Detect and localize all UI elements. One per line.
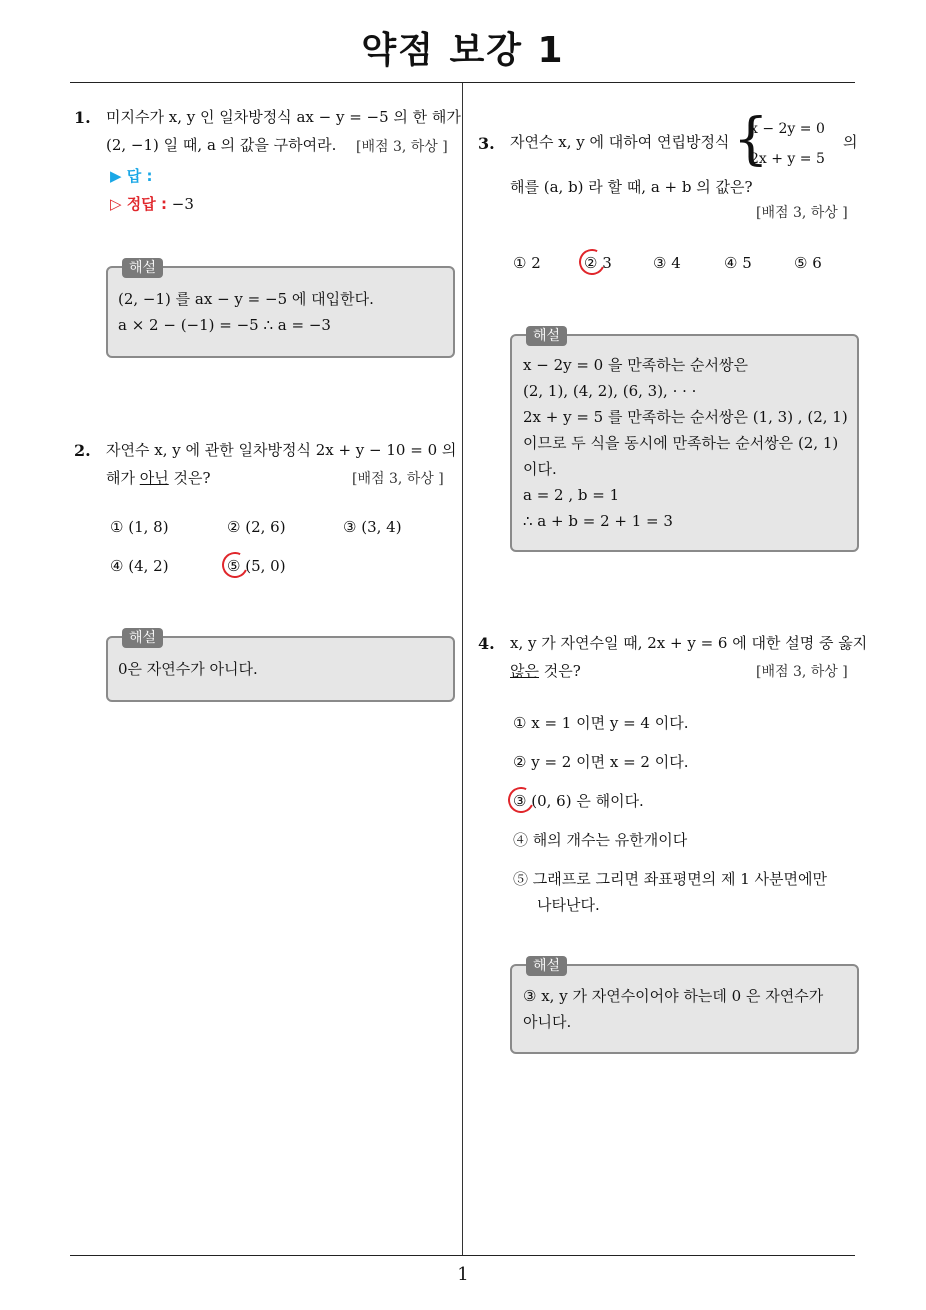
question-text-line1-end: 의	[843, 133, 858, 151]
option-2[interactable]: ② y = 2 이면 x = 2 이다.	[513, 753, 689, 771]
explanation-text	[523, 352, 848, 534]
explanation-line: 이다.	[523, 460, 557, 478]
option-2-text: 3	[602, 254, 612, 272]
question-text-line1: 자연수 x, y 에 관한 일차방정식 2x + y − 10 = 0 의	[106, 441, 457, 459]
explanation-line: ③ x, y 가 자연수이어야 하는데 0 은 자연수가	[523, 987, 824, 1005]
question-text-line2	[510, 657, 581, 685]
question-text-line2	[106, 464, 211, 492]
column-divider	[462, 83, 463, 1255]
explanation-line: a = 2 , b = 1	[523, 486, 620, 504]
explanation-label: 해설	[526, 326, 567, 346]
score-label: [배점 3, 하상 ]	[756, 664, 848, 680]
underlined-word: 않은	[510, 662, 539, 680]
score-label: [배점 3, 하상 ]	[352, 471, 444, 487]
page-title: 약점 보강 1	[361, 30, 565, 71]
explanation-line: a × 2 − (−1) = −5 ∴ a = −3	[118, 316, 331, 334]
option-1[interactable]: ① (1, 8)	[110, 518, 169, 536]
explanation-line: ∴ a + b = 2 + 1 = 3	[523, 512, 673, 530]
selected-answer-mark: ②	[584, 254, 598, 272]
question-text-line1: x, y 가 자연수일 때, 2x + y = 6 에 대한 설명 중 옳지	[510, 634, 868, 652]
question-text-line1: 자연수 x, y 에 대하여 연립방정식	[510, 133, 730, 151]
explanation-box	[106, 630, 455, 702]
page-number: 1	[457, 1264, 469, 1285]
explanation-text	[523, 983, 823, 1035]
selected-answer-mark: ⑤	[227, 557, 241, 575]
question-text-line1: 미지수가 x, y 인 일차방정식 ax − y = −5 의 한 해가	[106, 108, 461, 126]
question-number: 3.	[478, 134, 495, 153]
explanation-label: 해설	[122, 258, 163, 278]
question-text-line2: 해를 (a, b) 라 할 때, a + b 의 값은?	[510, 178, 753, 196]
explanation-text	[118, 286, 374, 338]
answer-label: ▶ 답 :	[110, 167, 153, 185]
explanation-label: 해설	[122, 628, 163, 648]
option-1[interactable]: ① 2	[513, 254, 541, 272]
question-number: 2.	[74, 441, 91, 460]
underlined-word: 아닌	[139, 469, 169, 487]
equation-system	[750, 114, 825, 174]
option-5[interactable]: ⑤ 6	[794, 254, 822, 272]
option-3-text: (0, 6) 은 해이다.	[531, 792, 644, 810]
option-3[interactable]: ③ 4	[653, 254, 681, 272]
option-5-continued: 나타난다.	[537, 896, 600, 914]
system-brace: {	[733, 107, 769, 172]
option-5[interactable]: ⑤ 그래프로 그리면 좌표평면의 제 1 사분면에만	[513, 870, 827, 888]
option-4[interactable]: ④ 5	[724, 254, 752, 272]
explanation-line: 이므로 두 식을 동시에 만족하는 순서쌍은 (2, 1)	[523, 434, 839, 452]
option-3[interactable]	[513, 790, 644, 811]
selected-answer-mark: ③	[513, 792, 527, 810]
explanation-label: 해설	[526, 956, 567, 976]
explanation-line: x − 2y = 0 을 만족하는 순서쌍은	[523, 356, 748, 374]
footer-rule	[70, 1255, 855, 1256]
explanation-box	[510, 958, 859, 1054]
option-2[interactable]: ② (2, 6)	[227, 518, 286, 536]
correct-answer-label: ▷ 정답 :	[110, 195, 167, 213]
equation-1: x − 2y = 0	[750, 121, 825, 137]
correct-answer-value: −3	[171, 195, 194, 213]
equation-2: 2x + y = 5	[750, 151, 825, 167]
option-4[interactable]: ④ 해의 개수는 유한개이다	[513, 831, 688, 849]
option-3[interactable]: ③ (3, 4)	[343, 518, 402, 536]
explanation-box	[106, 260, 455, 358]
text-part: 해가	[106, 469, 140, 487]
question-number: 4.	[478, 634, 495, 653]
explanation-line: 2x + y = 5 를 만족하는 순서쌍은 (1, 3) , (2, 1)	[523, 408, 848, 426]
option-2[interactable]	[584, 254, 612, 272]
explanation-line: 아니다.	[523, 1013, 572, 1031]
option-1[interactable]: ① x = 1 이면 y = 4 이다.	[513, 714, 689, 732]
question-text-line2: (2, −1) 일 때, a 의 값을 구하여라.	[106, 136, 337, 154]
explanation-text: 0은 자연수가 아니다.	[118, 660, 258, 678]
option-4[interactable]: ④ (4, 2)	[110, 557, 169, 575]
correct-answer-row	[110, 193, 194, 214]
option-5-text: (5, 0)	[245, 557, 286, 575]
score-label: [배점 3, 하상 ]	[756, 205, 848, 221]
score-label: [배점 3, 하상 ]	[356, 139, 448, 155]
text-part: 것은?	[168, 469, 211, 487]
option-5[interactable]	[227, 557, 286, 575]
question-number: 1.	[74, 108, 91, 127]
explanation-box	[510, 328, 859, 552]
text-part: 것은?	[538, 662, 581, 680]
explanation-line: (2, 1), (4, 2), (6, 3), · · ·	[523, 382, 697, 400]
explanation-line: (2, −1) 를 ax − y = −5 에 대입한다.	[118, 290, 374, 308]
